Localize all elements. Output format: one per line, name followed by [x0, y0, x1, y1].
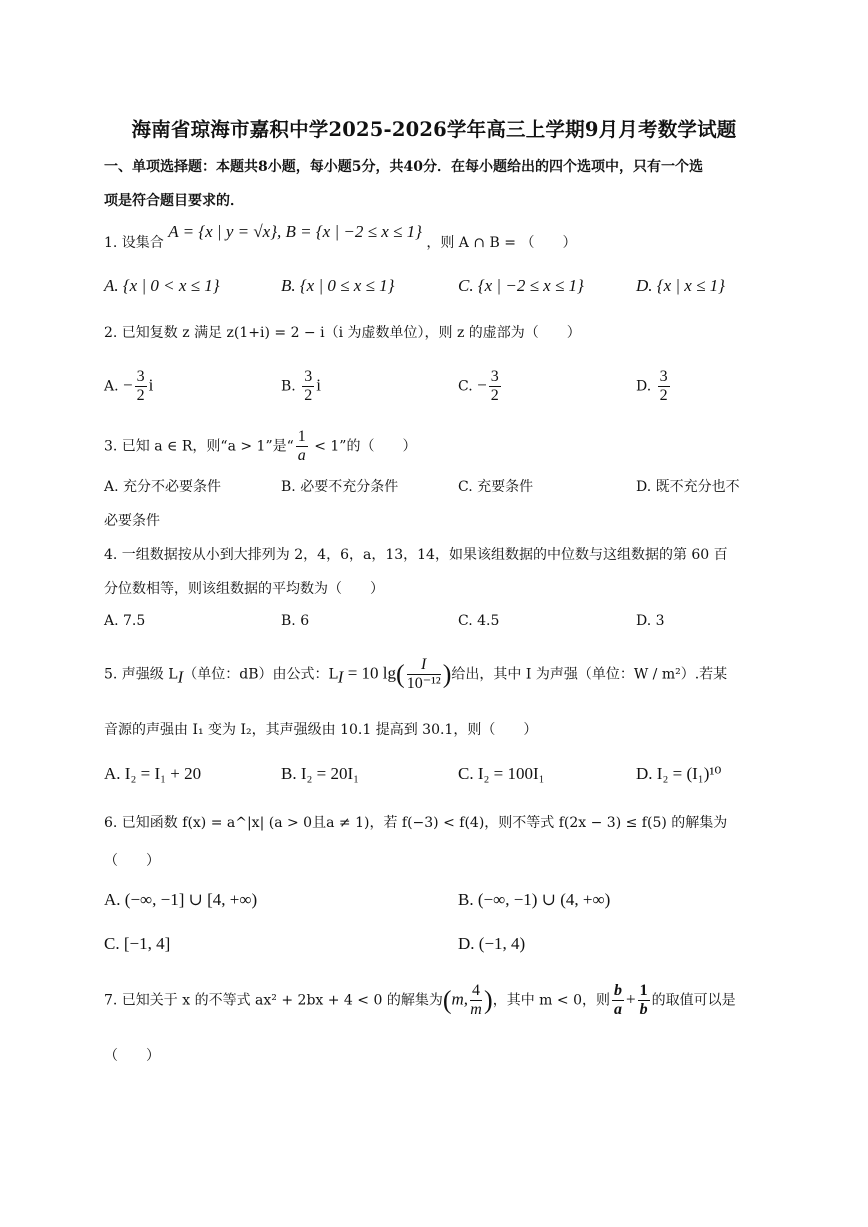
question-3: 3. 已知 a ∈ R，则“a > 1”是“ $\frac{1}{a}$ < 1”的（ ） [104, 428, 417, 464]
q2-option-d[interactable]: D. $\frac{3}{2}$ [636, 368, 668, 404]
fraction: $\frac{I}{\text{10⁻¹²}}$ [406, 656, 441, 692]
q2-option-c[interactable]: C. − $\frac{3}{2}$ [458, 368, 499, 404]
q3-option-c[interactable]: C. 充要条件 [458, 479, 534, 495]
q6-option-d[interactable]: D. (−1, 4) [458, 934, 526, 953]
question-6-line2: （ ） [104, 853, 160, 869]
q1-option-c[interactable]: C. {x | −2 ≤ x ≤ 1} [458, 276, 584, 295]
fraction: $\frac{3}{2}$ [490, 368, 499, 404]
fraction: $\frac{3}{2}$ [659, 368, 668, 404]
fraction: $\frac{3}{2}$ [304, 368, 313, 404]
q6-option-c[interactable]: C. [−1, 4] [104, 934, 171, 953]
q5-option-c[interactable]: C. I₂ = 100I₁ [458, 764, 545, 783]
question-5-line2: 音源的声强由 I₁ 变为 I₂，其声强级由 10.1 提高到 30.1，则（ ） [104, 722, 538, 738]
fraction: $\frac{b}{a}$ [613, 982, 622, 1018]
q3-option-d-wrap: 必要条件 [104, 513, 160, 529]
q2-option-b[interactable]: B. $\frac{3}{2}$ i [281, 368, 321, 404]
q4-option-c[interactable]: C. 4.5 [458, 613, 500, 629]
q1-option-b[interactable]: B. {x | 0 ≤ x ≤ 1} [281, 276, 395, 295]
question-4-line2: 分位数相等，则该组数据的平均数为（ ） [104, 581, 384, 597]
question-1-number: 1. 设集合 [104, 235, 164, 251]
q5-option-d[interactable]: D. I₂ = (I₁)¹⁰ [636, 764, 722, 783]
q3-option-d[interactable]: D. 既不充分也不 [636, 479, 740, 495]
q3-option-a[interactable]: A. 充分不必要条件 [104, 479, 222, 495]
question-1 [104, 222, 774, 252]
q6-option-b[interactable]: B. (−∞, −1) ∪ (4, +∞) [458, 890, 611, 909]
fraction: $\frac{1}{a}$ [297, 428, 306, 464]
question-5-line1: 5. 声强级 $L_I$（单位：dB）由公式：$L_I = 10$ lg( $\frac{I}{\text{10⁻¹²}}$ )给出，其中 I 为声强（单位：W / m²）.若某 [104, 656, 728, 692]
question-7-line2: （ ） [104, 1048, 160, 1064]
q3-option-b[interactable]: B. 必要不充分条件 [281, 479, 399, 495]
section-heading-line1: 一、单项选择题：本题共8小题，每小题5分，共40分．在每小题给出的四个选项中，只有一个选 [104, 159, 703, 175]
question-2: 2. 已知复数 z 满足 z(1+i) = 2 − i（i 为虚数单位），则 z 的虚部为（ ） [104, 325, 581, 341]
section-heading-line2: 项是符合题目要求的． [104, 193, 244, 209]
fraction: $\frac{1}{b}$ [639, 982, 648, 1018]
q6-option-a[interactable]: A. (−∞, −1] ∪ [4, +∞) [104, 890, 258, 909]
q5-option-a[interactable]: A. I₂ = I₁ + 20 [104, 764, 202, 783]
q2-option-a[interactable]: A. − $\frac{3}{2}$ i [104, 368, 154, 404]
question-7-line1: 7. 已知关于 x 的不等式 ax² + 2bx + 4 < 0 的解集为(m, $\frac{4}{m}$ )，其中 m < 0，则 $\frac{b}{a}$ + $\frac{1}{b}$ 的取值可以是 [104, 982, 736, 1018]
question-1-sets: A = {x | y = √x}, B = {x | −2 ≤ x ≤ 1} [168, 222, 422, 241]
fraction: $\frac{4}{m}$ [470, 982, 482, 1018]
q1-option-d[interactable]: D. {x | x ≤ 1} [636, 276, 725, 295]
question-4-line1: 4. 一组数据按从小到大排列为 2，4，6，a，13，14，如果该组数据的中位数与这组数据的第 60 百 [104, 547, 728, 563]
q4-option-b[interactable]: B. 6 [281, 613, 310, 629]
question-1-tail: ，则 A ∩ B = （ ） [426, 235, 577, 251]
fraction: $\frac{3}{2}$ [136, 368, 145, 404]
page-title: 海南省琼海市嘉积中学2025-2026学年高三上学期9月月考数学试题 [131, 118, 737, 141]
q1-option-a[interactable]: A. {x | 0 < x ≤ 1} [104, 276, 220, 295]
q4-option-a[interactable]: A. 7.5 [104, 613, 146, 629]
q5-option-b[interactable]: B. I₂ = 20I₁ [281, 764, 360, 783]
q4-option-d[interactable]: D. 3 [636, 613, 665, 629]
question-6-line1: 6. 已知函数 f(x) = a^|x| (a > 0且a ≠ 1)，若 f(−3) < f(4)，则不等式 f(2x − 3) ≤ f(5) 的解集为 [104, 815, 728, 831]
